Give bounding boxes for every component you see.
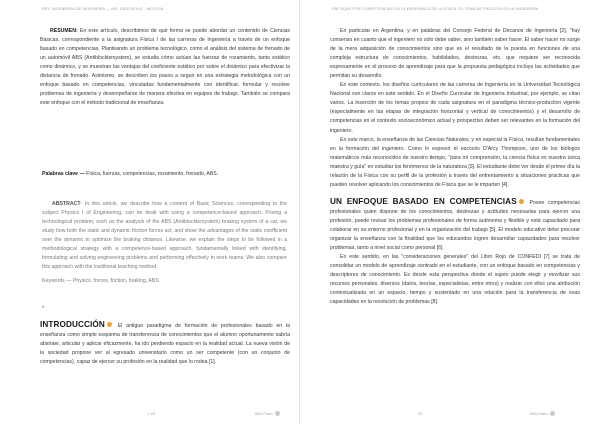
keywords-text: Physics, forces, friction, braking, ABS xyxy=(72,278,159,284)
keywords xyxy=(42,278,159,284)
paragraph-5: En este sentido, en las "consideraciones generales" del Libro Rojo de CONFEDI [7] se trata de consolidar un modelo de aprendizaje centrado en el estudiante, con un enfoque basado en competencias y descriptores de conocimiento. Es desde esta perspectiva donde el sujeto puede elegir y movilizar sus recursos personales, diversos (datos, teorías, especialistas, entre otros) y realizar con ellos una atribución contextualizada en un espacio, tiempo y sustentado en una relación para la transferencia de esas capacidades en la resolución de problemas [8]. xyxy=(330,254,580,306)
right-page xyxy=(300,0,600,424)
intro-paragraph xyxy=(40,320,290,367)
resumen-block xyxy=(40,27,290,108)
competencias-paragraph xyxy=(330,197,580,253)
right-body xyxy=(330,27,580,307)
resumen-label: RESUMEN: xyxy=(50,28,78,34)
brand-text: ING.Frem xyxy=(255,411,273,416)
resumen-text: En este artículo, describimos de qué forma se puede abordar un contenido de Ciencias Básicas, correspondiente a la asignatura Física I de las carreras de Ingeniería a través de un enfoque basado en competencias. Planteando un problema tecnológico, como el análisis del sistema de frenado de un automóvil ABS (Antiblockiersystem), se estudia cómo actúan las fuerzas de rozamiento, tanto estático como dinámico, y se muestran las ventajas del coeficiente estático por sobre el dinámico para efectivizar la distancia de frenado. Asimismo, se describen los pasos a seguir en una estrategia metodológica con un enfoque basado en competencias, vinculadas fundamentalmente con identificar, formular y resolver problemas de ingeniería y desempeñarse de manera efectiva en equipos de trabajo. También se compara este enfoque con el método tradicional de enseñanza. xyxy=(40,28,290,107)
competencias-heading: UN ENFOQUE BASADO EN COMPETENCIAS xyxy=(330,196,517,206)
separator-star: * xyxy=(42,306,45,312)
palabras-label: Palabras clave — xyxy=(42,171,85,177)
intro-heading: INTRODUCCIÓN xyxy=(40,320,105,329)
abstract-label: ABSTRACT xyxy=(52,201,81,207)
palabras-text: Física, fuerzas, competencias, rozamiento, frenado, ABS. xyxy=(86,171,219,177)
brand-footer-left xyxy=(255,411,280,416)
competencias-text: Posee competencias profesionales quien dispone de los conocimientos, destrezas y actitudes necesarias para ejercer una profesión, puede revisar los problemas profesionales de forma autónoma y flexible y está capacitado para colaborar en su entorno profesional y en la organización del trabajo [5]. El modelo educativo debe procurar organizar la enseñanza con la finalidad que los educandos logren desarrollar capacidades para resolver problemas, tanto a nivel social como personal [6]. xyxy=(330,199,580,252)
abstract-paragraph xyxy=(42,200,287,272)
page-number-right: 23 xyxy=(418,411,423,416)
brand-logo-icon xyxy=(550,411,555,416)
intro-block xyxy=(40,320,290,367)
section-bullet-icon xyxy=(107,322,112,327)
brand-logo-icon xyxy=(275,411,280,416)
intro-text: El antiguo paradigma de formación de profesionales basado en la enseñanza como simple esquema de transferencia de conocimientos que el alumno oportunamente sabría abstraer, articular y aplicar eficazmente, ha ido perdiendo espacio en la realidad actual. La nueva visión de la sociedad propone ver al egresado universitario como un ser competente (con un conjunto de competencias), capaz de ejercer su profesión en la realidad que lo rodea [1]. xyxy=(40,323,290,366)
paragraph-2: En este contexto, los diseños curriculares de las carreras de Ingeniería en la Universidad Tecnológica Nacional son claros en este sentido. En el Diseño Curricular de Ingeniería Industrial, por ejemplo, se citan varios. La inserción de los temas propios de cada asignatura en el paradigma técnico-productivo vigente (especialmente en las etapas de integración horizontal y vertical de conocimientos) y el desarrollo de competencias en el contexto socioeconómico actual y prospectivo deben ser relevantes en la formación del ingeniero. xyxy=(330,82,580,134)
abstract-block xyxy=(42,200,287,272)
brand-text: ING.Frem xyxy=(530,411,548,416)
brand-footer-right xyxy=(530,411,555,416)
section-bullet-icon xyxy=(519,199,524,204)
running-head-right: ENFOQUE POR COMPETENCIAS EN LA ENSEÑANZA DE LA FÍSICA: EL TEMA DE FRICCIÓN EN LA INGENIERÍA xyxy=(332,7,539,11)
keywords-label: Keywords — xyxy=(42,278,72,284)
page-number-left: • 22 xyxy=(148,411,155,416)
abstract-text: - In this article, we describe how a content of Basic Sciences, corresponding to the subject Physics I of Engineering, can be dealt with using a competence-based approach. Posing a technological problem, such as the analysis of the ABS (Antiblockiersystem) braking system of a car, we study how both the static and dynamic friction forces act, and show the advantages of the static coefficient over the dynamic to optimize the braking distance. Likewise, we explain the steps to be followed in a methodological strategy with a competence-based approach, fundamentally linked with identifying, formulating and solving engineering problems and performing effectively in work teams. We also compare this approach with the traditional teaching method. xyxy=(42,201,287,271)
paragraph-3: En este marco, la enseñanza de las Ciencias Naturales, y en especial la Física, resultan fundamentales en la formación del ingeniero. Como lo expresó el escocés D'Arcy Thompson, uno de los biólogos matemáticos más reconocidos de nuestro tiempo, "para mí comprensión, la ciencia física es nuestra única maestra y guía" en estudiar los fenómenos de la naturaleza [3]. El estudiante debe ver desde el primer día la relación de la Física con su perfil de la profesión a través del enfrentamiento a situaciones prácticas que pueden resolver aplicando los conocimientos de Física que se le imparten [4]. xyxy=(330,136,580,188)
resumen-paragraph xyxy=(40,27,290,108)
paragraph-1: En particular en Argentina, y en palabras del Consejo Federal de Decanos de Ingeniería [2], "hay consenso en cuanto que el ingeniero no sólo debe saber, sino también saber hacer. El saber hacer no surge de la mera adquisición de conocimientos sino que es el resultado de la puesta en funciones de una compleja estructura de conocimientos, habilidades, destrezas, etc. que requiere ser reconocida expresamente en el proceso de aprendizaje para que la propuesta pedagógica incluya las actividades que permitan su desarrollo. xyxy=(330,28,580,80)
palabras-clave xyxy=(42,171,218,177)
running-head-left: REV. INGENIERÍA DE INGENIERÍA — INE. EDUCATIVO - INGLESA xyxy=(42,7,164,11)
